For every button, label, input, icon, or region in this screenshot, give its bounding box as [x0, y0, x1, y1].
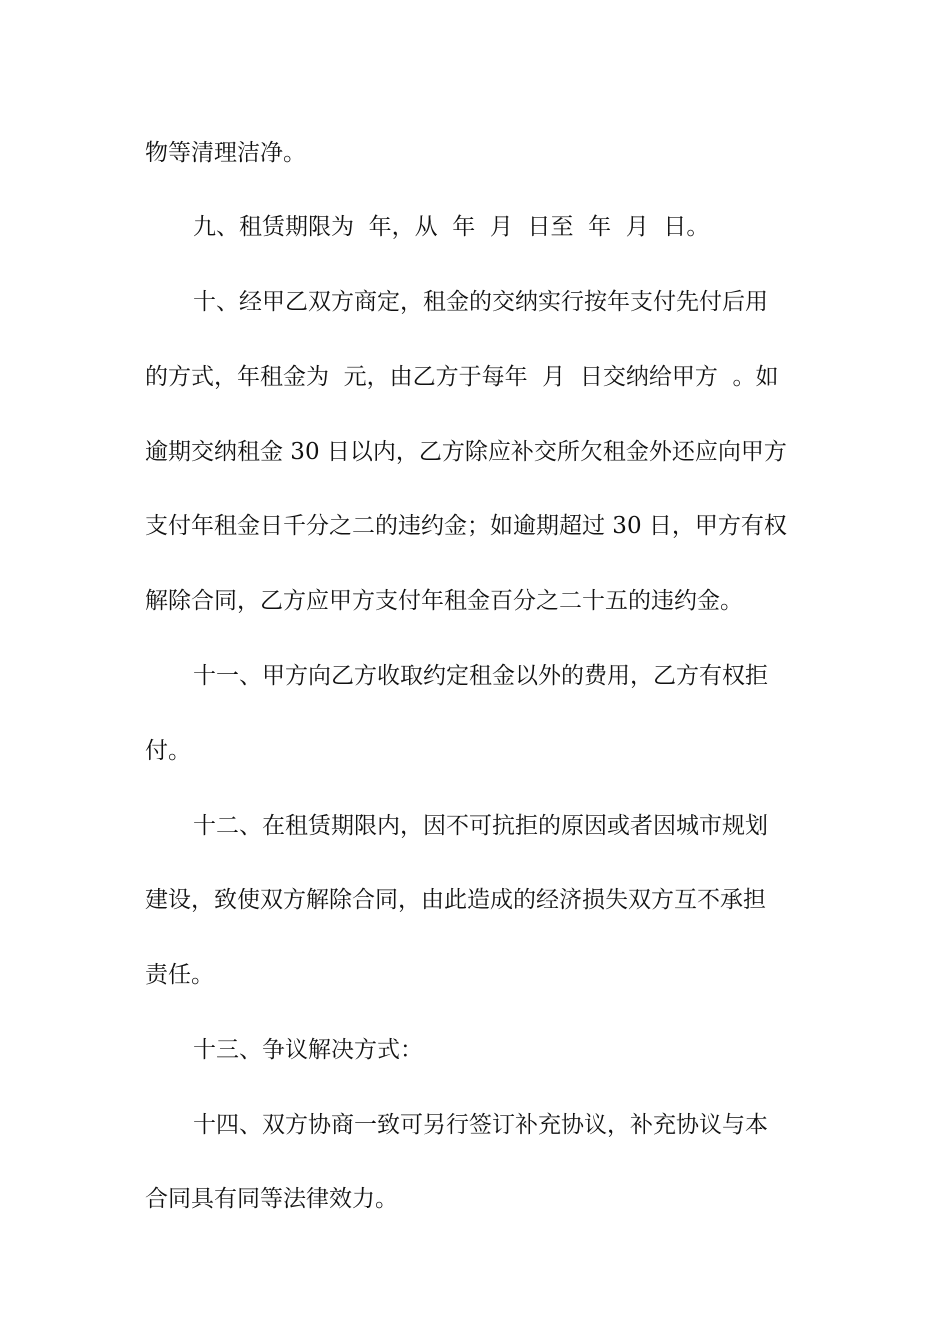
clause-14-line: 十四、双方协商一致可另行签订补充协议，补充协议与本: [193, 1112, 768, 1138]
text-line: 责任。: [145, 962, 214, 988]
text-line: 的方式，年租金为 元，由乙方于每年 月 日交纳给甲方 。如: [145, 364, 779, 390]
clause-11-line: 十一、甲方向乙方收取约定租金以外的费用，乙方有权拒: [193, 663, 768, 689]
text-line: 建设，致使双方解除合同，由此造成的经济损失双方互不承担: [145, 887, 766, 913]
clause-9-line: 九、租赁期限为 年，从 年 月 日至 年 月 日。: [193, 214, 710, 240]
text-line: 物等清理洁净。: [145, 140, 306, 166]
text-line: 解除合同，乙方应甲方支付年租金百分之二十五的违约金。: [145, 588, 743, 614]
clause-12-line: 十二、在租赁期限内，因不可抗拒的原因或者因城市规划: [193, 813, 768, 839]
text-line: 支付年租金日千分之二的违约金；如逾期超过 30 日，甲方有权: [145, 513, 787, 539]
clause-13-line: 十三、争议解决方式：: [193, 1037, 423, 1063]
clause-10-line: 十、经甲乙双方商定，租金的交纳实行按年支付先付后用: [193, 289, 768, 315]
text-line: 付。: [145, 738, 191, 764]
text-line: 合同具有同等法律效力。: [145, 1186, 398, 1212]
text-line: 逾期交纳租金 30 日以内，乙方除应补交所欠租金外还应向甲方: [145, 439, 787, 465]
